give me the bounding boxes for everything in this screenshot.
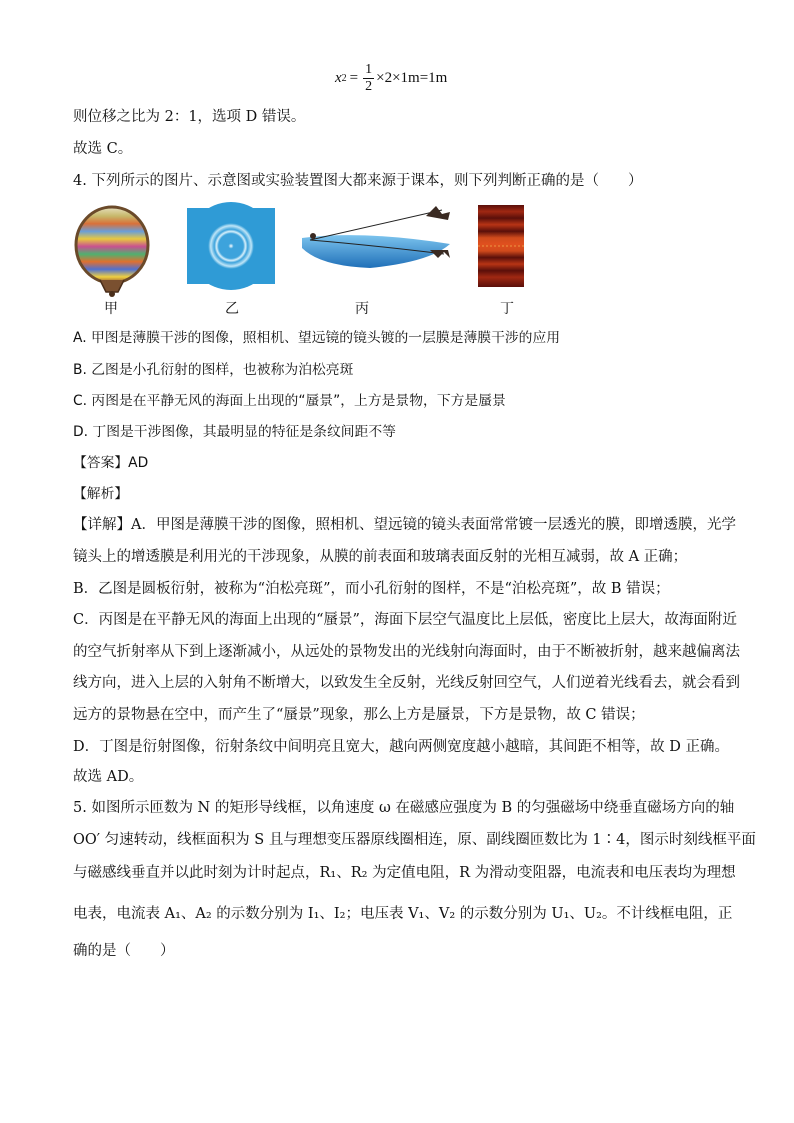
text-line: 则位移之比为 2：1，选项 D 错误。 [73,109,306,125]
fraction-denominator: 2 [365,79,373,94]
detail-line: C．丙图是在平静无风的海面上出现的“蜃景”，海面下层空气温度比上层低，密度比上层大，故海面附近 [73,612,737,628]
figure-images [70,200,590,300]
formula-x2 [335,62,447,95]
option-b: B. 乙图是小孔衍射的图样，也被称为泊松亮斑 [73,362,354,378]
question-5: OO′ 匀速转动，线框面积为 S 且与理想变压器原线圈相连，原、副线圈匝数比为 1∶4，图示时刻线框平面 [73,832,756,848]
option-c: C. 丙图是在平静无风的海面上出现的“蜃景”，上方是景物，下方是蜃景 [73,393,506,409]
option-d: D. 丁图是干涉图像，其最明显的特征是条纹间距不等 [73,424,396,440]
question-5: 确的是（ ） [73,943,175,959]
formula-rest: ×2×1m=1m [376,70,448,86]
figure-bing-mirage [302,206,450,268]
formula-sub: 2 [341,73,347,84]
detail-line: B．乙图是圆板衍射，被称为“泊松亮斑”，而小孔衍射的图样，不是“泊松亮斑”，故 B 错误； [73,581,670,597]
detail-line: 的空气折射率从下到上逐渐减小，从远处的景物发出的光线射向海面时，由于不断被折射，越来越偏离法 [73,644,740,660]
detail-line: 故选 AD。 [73,769,144,785]
detail-line: 远方的景物悬在空中，而产生了“蜃景”现象，那么上方是蜃景，下方是景物，故 C 错误； [73,707,645,723]
figure-row [70,200,590,300]
formula-eq: = [349,70,359,86]
answer-label: 【答案】AD [73,455,149,471]
detail-line: 【详解】A．甲图是薄膜干涉的图像，照相机、望远镜的镜头表面常常镀一层透光的膜，即增透膜，光学 [73,517,736,533]
figure-yi-poisson-spot [187,202,275,290]
figure-jia-thin-film [76,207,148,297]
analysis-label: 【解析】 [73,486,129,502]
detail-line: D．丁图是衍射图像，衍射条纹中间明亮且宽大，越向两侧宽度越小越暗，其间距不相等，故 D 正确。 [73,739,729,755]
formula-fraction [363,62,374,95]
fraction-numerator: 1 [365,62,373,77]
text-line: 故选 C。 [73,141,133,157]
question-4: 4. 下列所示的图片、示意图或实验装置图大都来源于课本，则下列判断正确的是（ ） [73,173,643,189]
caption-bing: 丙 [355,301,369,317]
question-5: 与磁感线垂直并以此时刻为计时起点，R₁、R₂ 为定值电阻，R 为滑动变阻器，电流表和电压表均为理想 [73,865,736,881]
option-a: A. 甲图是薄膜干涉的图像，照相机、望远镜的镜头镀的一层膜是薄膜干涉的应用 [73,330,561,346]
detail-line: 镜头上的增透膜是利用光的干涉现象，从膜的前表面和玻璃表面反射的光相互减弱，故 A 正确； [73,549,688,565]
caption-jia: 甲 [104,301,118,317]
question-5: 电表，电流表 A₁、A₂ 的示数分别为 I₁、I₂；电压表 V₁、V₂ 的示数分别为 U₁、U₂。不计线框电阻，正 [73,906,733,922]
figure-ding-diffraction [478,205,524,287]
question-5: 5. 如图所示匝数为 N 的矩形导线框，以角速度 ω 在磁感应强度为 B 的匀强磁场中绕垂直磁场方向的轴 [73,800,735,816]
detail-line: 线方向，进入上层的入射角不断增大，以致发生全反射，光线反射回空气，人们逆着光线看去，就会看到 [73,675,740,691]
formula-var: x [335,70,342,86]
caption-yi: 乙 [225,301,239,317]
caption-ding: 丁 [500,301,514,317]
